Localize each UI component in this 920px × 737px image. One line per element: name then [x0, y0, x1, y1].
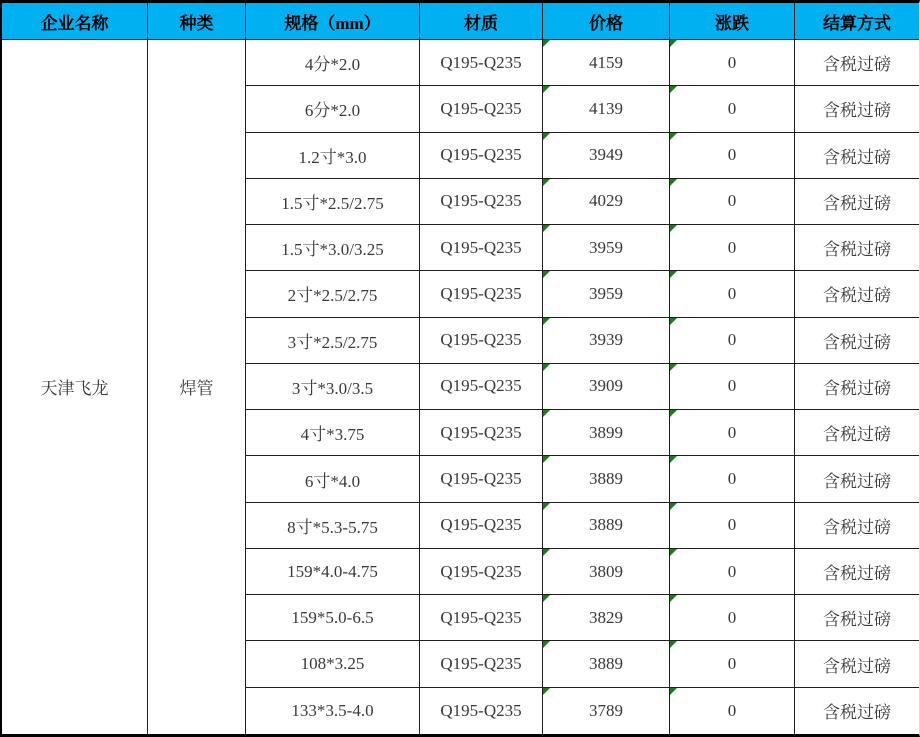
error-indicator-icon	[670, 225, 677, 232]
error-indicator-icon	[543, 549, 550, 556]
header-cell-spec[interactable]: 规格（mm）	[246, 3, 420, 40]
settlement-cell[interactable]: 含税过磅	[795, 503, 919, 549]
price-value: 3889	[589, 654, 623, 674]
company-name-cell[interactable]: 天津飞龙	[2, 40, 148, 734]
change-value: 0	[727, 469, 737, 489]
change-cell[interactable]	[670, 549, 795, 595]
material-cell[interactable]: Q195-Q235	[420, 225, 543, 271]
change-value: 0	[727, 191, 737, 211]
error-indicator-icon	[543, 641, 550, 648]
spec-cell[interactable]: 1.5寸*3.0/3.25	[246, 225, 420, 271]
settlement-cell[interactable]: 含税过磅	[795, 595, 919, 641]
price-cell[interactable]	[543, 641, 670, 687]
change-value: 0	[727, 283, 737, 303]
error-indicator-icon	[670, 318, 677, 325]
settlement-cell[interactable]: 含税过磅	[795, 410, 919, 456]
settlement-cell[interactable]: 含税过磅	[795, 40, 919, 86]
change-cell[interactable]	[670, 179, 795, 225]
error-indicator-icon	[670, 410, 677, 417]
price-value: 4029	[589, 191, 623, 211]
change-cell[interactable]	[670, 364, 795, 410]
error-indicator-icon	[670, 364, 677, 371]
settlement-cell[interactable]: 含税过磅	[795, 688, 919, 734]
error-indicator-icon	[670, 503, 677, 510]
change-cell[interactable]	[670, 503, 795, 549]
spec-cell[interactable]: 2寸*2.5/2.75	[246, 271, 420, 317]
change-cell[interactable]	[670, 456, 795, 502]
change-value: 0	[727, 700, 737, 720]
price-value: 3829	[589, 607, 623, 627]
price-value: 3959	[589, 237, 623, 257]
price-cell[interactable]	[543, 595, 670, 641]
header-cell-settlement[interactable]: 结算方式	[795, 3, 919, 40]
price-cell[interactable]	[543, 688, 670, 734]
change-cell[interactable]	[670, 86, 795, 132]
change-cell[interactable]	[670, 271, 795, 317]
change-cell[interactable]	[670, 133, 795, 179]
error-indicator-icon	[543, 179, 550, 186]
price-cell[interactable]	[543, 456, 670, 502]
spec-cell[interactable]: 6分*2.0	[246, 86, 420, 132]
error-indicator-icon	[543, 133, 550, 140]
error-indicator-icon	[670, 179, 677, 186]
product-type-cell[interactable]: 焊管	[148, 40, 246, 734]
price-value: 3959	[589, 283, 623, 303]
error-indicator-icon	[670, 40, 677, 47]
error-indicator-icon	[670, 549, 677, 556]
material-cell[interactable]: Q195-Q235	[420, 595, 543, 641]
error-indicator-icon	[670, 133, 677, 140]
material-cell[interactable]: Q195-Q235	[420, 86, 543, 132]
change-value: 0	[727, 654, 737, 674]
price-value: 4159	[589, 52, 623, 72]
error-indicator-icon	[543, 364, 550, 371]
error-indicator-icon	[543, 318, 550, 325]
price-value: 3889	[589, 469, 623, 489]
change-cell[interactable]	[670, 318, 795, 364]
settlement-cell[interactable]: 含税过磅	[795, 549, 919, 595]
change-value: 0	[727, 422, 737, 442]
material-cell[interactable]: Q195-Q235	[420, 641, 543, 687]
error-indicator-icon	[543, 410, 550, 417]
header-cell-price[interactable]: 价格	[543, 3, 670, 40]
change-value: 0	[727, 607, 737, 627]
error-indicator-icon	[670, 271, 677, 278]
spec-cell[interactable]: 3寸*2.5/2.75	[246, 318, 420, 364]
spec-cell[interactable]: 6寸*4.0	[246, 456, 420, 502]
price-value: 3909	[589, 376, 623, 396]
change-value: 0	[727, 52, 737, 72]
settlement-cell[interactable]: 含税过磅	[795, 133, 919, 179]
change-cell[interactable]	[670, 595, 795, 641]
price-cell[interactable]	[543, 271, 670, 317]
material-cell[interactable]: Q195-Q235	[420, 456, 543, 502]
settlement-cell[interactable]: 含税过磅	[795, 225, 919, 271]
spec-cell[interactable]: 1.5寸*2.5/2.75	[246, 179, 420, 225]
price-cell[interactable]	[543, 225, 670, 271]
settlement-cell[interactable]: 含税过磅	[795, 179, 919, 225]
material-cell[interactable]: Q195-Q235	[420, 133, 543, 179]
price-value: 3789	[589, 700, 623, 720]
header-cell-material[interactable]: 材质	[420, 3, 543, 40]
error-indicator-icon	[543, 40, 550, 47]
spec-cell[interactable]: 3寸*3.0/3.5	[246, 364, 420, 410]
spec-cell[interactable]: 108*3.25	[246, 641, 420, 687]
material-cell[interactable]: Q195-Q235	[420, 40, 543, 86]
change-value: 0	[727, 561, 737, 581]
change-value: 0	[727, 237, 737, 257]
price-value: 3889	[589, 515, 623, 535]
price-cell[interactable]	[543, 86, 670, 132]
settlement-cell[interactable]: 含税过磅	[795, 456, 919, 502]
error-indicator-icon	[543, 688, 550, 695]
error-indicator-icon	[670, 641, 677, 648]
error-indicator-icon	[543, 456, 550, 463]
spec-cell[interactable]: 159*4.0-4.75	[246, 549, 420, 595]
settlement-cell[interactable]: 含税过磅	[795, 271, 919, 317]
price-value: 3899	[589, 422, 623, 442]
spec-cell[interactable]: 159*5.0-6.5	[246, 595, 420, 641]
error-indicator-icon	[543, 86, 550, 93]
settlement-cell[interactable]: 含税过磅	[795, 318, 919, 364]
price-cell[interactable]	[543, 318, 670, 364]
change-value: 0	[727, 145, 737, 165]
settlement-cell[interactable]: 含税过磅	[795, 641, 919, 687]
error-indicator-icon	[543, 503, 550, 510]
material-cell[interactable]: Q195-Q235	[420, 503, 543, 549]
material-cell[interactable]: Q195-Q235	[420, 410, 543, 456]
price-cell[interactable]	[543, 179, 670, 225]
change-cell[interactable]	[670, 641, 795, 687]
change-cell[interactable]	[670, 40, 795, 86]
spec-cell[interactable]: 1.2寸*3.0	[246, 133, 420, 179]
price-cell[interactable]	[543, 133, 670, 179]
change-cell[interactable]	[670, 688, 795, 734]
error-indicator-icon	[543, 595, 550, 602]
material-cell[interactable]: Q195-Q235	[420, 318, 543, 364]
price-value: 3809	[589, 561, 623, 581]
material-cell[interactable]: Q195-Q235	[420, 179, 543, 225]
material-cell[interactable]: Q195-Q235	[420, 364, 543, 410]
error-indicator-icon	[670, 595, 677, 602]
change-value: 0	[727, 98, 737, 118]
price-cell[interactable]	[543, 503, 670, 549]
price-value: 4139	[589, 98, 623, 118]
price-cell[interactable]	[543, 410, 670, 456]
error-indicator-icon	[543, 271, 550, 278]
material-cell[interactable]: Q195-Q235	[420, 549, 543, 595]
spec-cell[interactable]: 8寸*5.3-5.75	[246, 503, 420, 549]
change-cell[interactable]	[670, 410, 795, 456]
price-value: 3949	[589, 145, 623, 165]
header-cell-change[interactable]: 涨跌	[670, 3, 795, 40]
spec-cell[interactable]: 133*3.5-4.0	[246, 688, 420, 734]
settlement-cell[interactable]: 含税过磅	[795, 86, 919, 132]
change-value: 0	[727, 330, 737, 350]
error-indicator-icon	[670, 456, 677, 463]
spec-cell[interactable]: 4分*2.0	[246, 40, 420, 86]
material-cell[interactable]: Q195-Q235	[420, 271, 543, 317]
header-cell-company[interactable]: 企业名称	[2, 3, 148, 40]
spec-cell[interactable]: 4寸*3.75	[246, 410, 420, 456]
change-value: 0	[727, 376, 737, 396]
change-cell[interactable]	[670, 225, 795, 271]
price-cell[interactable]	[543, 40, 670, 86]
price-value: 3939	[589, 330, 623, 350]
material-cell[interactable]: Q195-Q235	[420, 688, 543, 734]
error-indicator-icon	[543, 225, 550, 232]
price-cell[interactable]	[543, 364, 670, 410]
price-cell[interactable]	[543, 549, 670, 595]
settlement-cell[interactable]: 含税过磅	[795, 364, 919, 410]
error-indicator-icon	[670, 86, 677, 93]
header-cell-type[interactable]: 种类	[148, 3, 246, 40]
change-value: 0	[727, 515, 737, 535]
error-indicator-icon	[670, 688, 677, 695]
